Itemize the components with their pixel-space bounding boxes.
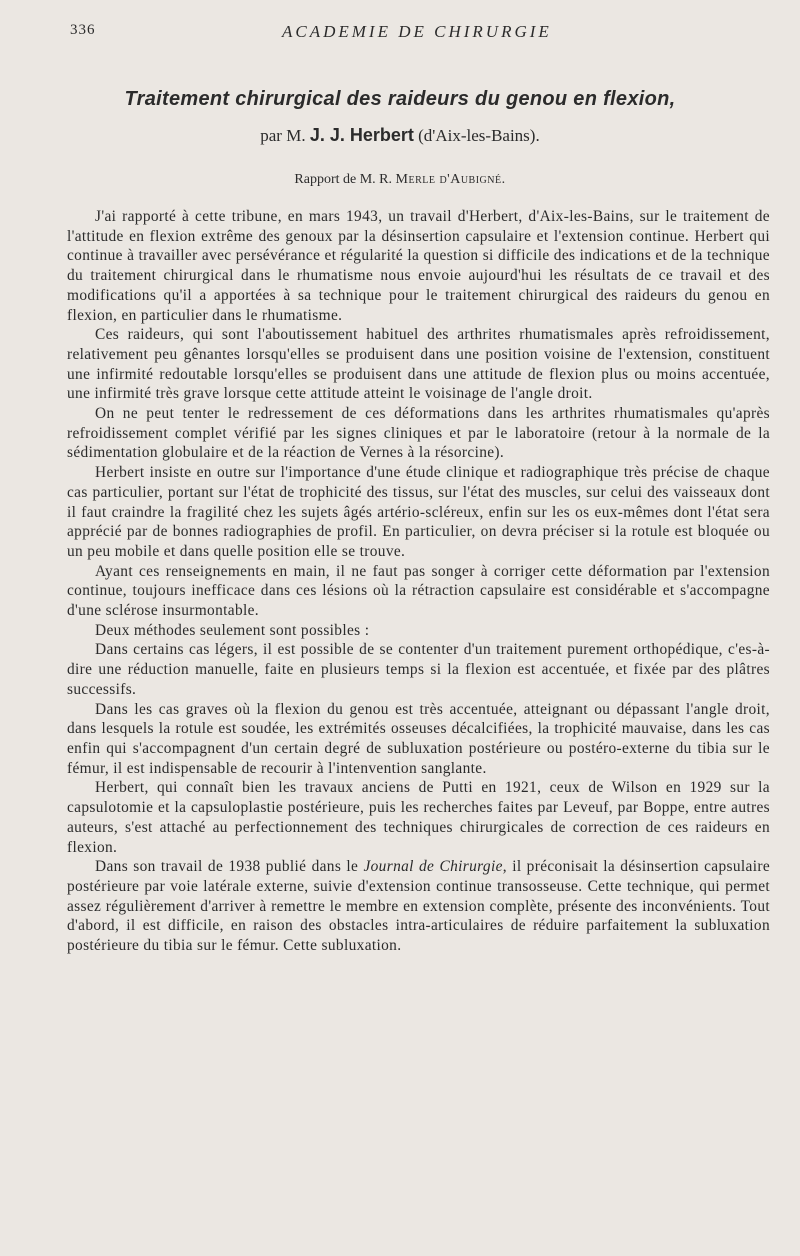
- page-number: 336: [70, 22, 96, 38]
- paragraph-text: , il préconisait la désinsertion capsulaire postérieure par voie latérale externe, suivie d'extension continue transosseuse. Cette technique, qui permet assez régulièrement d'arriver à remettre le membre en extension complète, présente des inconvénients. Tout d'abord, il est difficile, en raison des obstacles intra-articulaires de réduire parfaitement la subluxation postérieure du tibia sur le fémur. Cette subluxation.: [67, 858, 770, 955]
- paragraph: Herbert, qui connaît bien les travaux anciens de Putti en 1921, ceux de Wilson en 1929 sur la capsulotomie et la capsuloplastie postérieure, puis les recherches faites par Leveuf, par Boppe, entre autres auteurs, s'est attaché au perfectionnement des techniques chirurgicales de correction de ces raideurs en flexion.: [67, 779, 770, 856]
- running-head: [70, 22, 770, 44]
- article-body: [67, 207, 770, 956]
- paragraph: J'ai rapporté à cette tribune, en mars 1943, un travail d'Herbert, d'Aix-les-Bains, sur le traitement de l'attitude en flexion extrême des genoux par la désinsertion capsulaire et l'extension continue. Herbert qui continue à travailler avec persévérance et régularité la question si difficile des indications et de la technique du traitement chirurgical dans le rhumatisme nous envoie aujourd'hui les résultats de ce travail et des modifications qu'il a apportées à sa technique pour le traitement chirurgical des raideurs du genou en flexion, en particulier dans le rhumatisme.: [67, 208, 770, 324]
- reporter-name: Merle d'Aubigné.: [395, 172, 506, 187]
- paragraph: Dans les cas graves où la flexion du genou est très accentuée, atteignant ou dépassant l'angle droit, dans lesquels la rotule est soudée, les extrémités osseuses décalcifiées, la trophicité mauvaise, dans les cas enfin qui s'accompagnent d'un certain degré de subluxation postérieure ou postéro-externe du tibia sur le fémur, il est indispensable de recourir à l'intenvention sanglante.: [67, 700, 770, 777]
- report-prefix: Rapport de M. R.: [294, 172, 393, 187]
- paragraph: Ayant ces renseignements en main, il ne faut pas songer à corriger cette déformation par l'extension continue, toujours inefficace dans ces lésions où la rétraction capsulaire est considérable et s'accompagne d'une sclérose insurmontable.: [67, 562, 770, 620]
- author-name: J. J. Herbert: [309, 125, 414, 145]
- report-line: [0, 172, 800, 188]
- journal-reference: Journal de Chirurgie: [363, 858, 503, 876]
- paragraph: Ces raideurs, qui sont l'aboutissement habituel des arthrites rhumatismales après refroidissement, relativement peu gênantes lorsqu'elles se produisent dans une position voisine de l'extension, constituent une infirmité redoutable lorsqu'elles se produisent dans une attitude de flexion plus ou moins accentuée, une infirmité très grave lorsque cette attitude atteint le voisinage de l'angle droit.: [67, 326, 770, 403]
- byline-prefix: par M.: [260, 126, 306, 145]
- paragraph: On ne peut tenter le redressement de ces déformations dans les arthrites rhumatismales qu'après refroidissement complet vérifié par les signes cliniques et par le laboratoire (retour à la normale de la sédimentation globulaire et de la réaction de Vernes à la résorcine).: [67, 405, 770, 462]
- paragraph: Dans certains cas légers, il est possible de se contenter d'un traitement purement orthopédique, c'es-à-dire une réduction manuelle, faite en plusieurs temps si la flexion est accentuée, et fixée par des plâtres successifs.: [67, 641, 770, 698]
- article-title: Traitement chirurgical des raideurs du genou en flexion,: [124, 88, 676, 110]
- journal-title: ACADEMIE DE CHIRURGIE: [282, 22, 552, 41]
- author-affiliation: (d'Aix-les-Bains).: [418, 126, 540, 145]
- paragraph: Herbert insiste en outre sur l'importance d'une étude clinique et radiographique très précise de chaque cas particulier, portant sur l'état de trophicité des tissus, sur l'état des muscles, sur celui des vaisseaux dont il faut craindre la fragilité chez les sujets âgés artério-scléreux, enfin sur les os eux-mêmes dont l'état sera apprécié par de bonnes radiographies de profil. En particulier, on devra préciser si la rotule est bloquée ou un peu mobile et dans quelle position elle se trouve.: [67, 464, 770, 560]
- paragraph-text: Dans son travail de 1938 publié dans le: [95, 858, 364, 876]
- paragraph-last: [67, 857, 770, 956]
- byline: [0, 125, 800, 146]
- paragraph: Deux méthodes seulement sont possibles :: [95, 621, 370, 639]
